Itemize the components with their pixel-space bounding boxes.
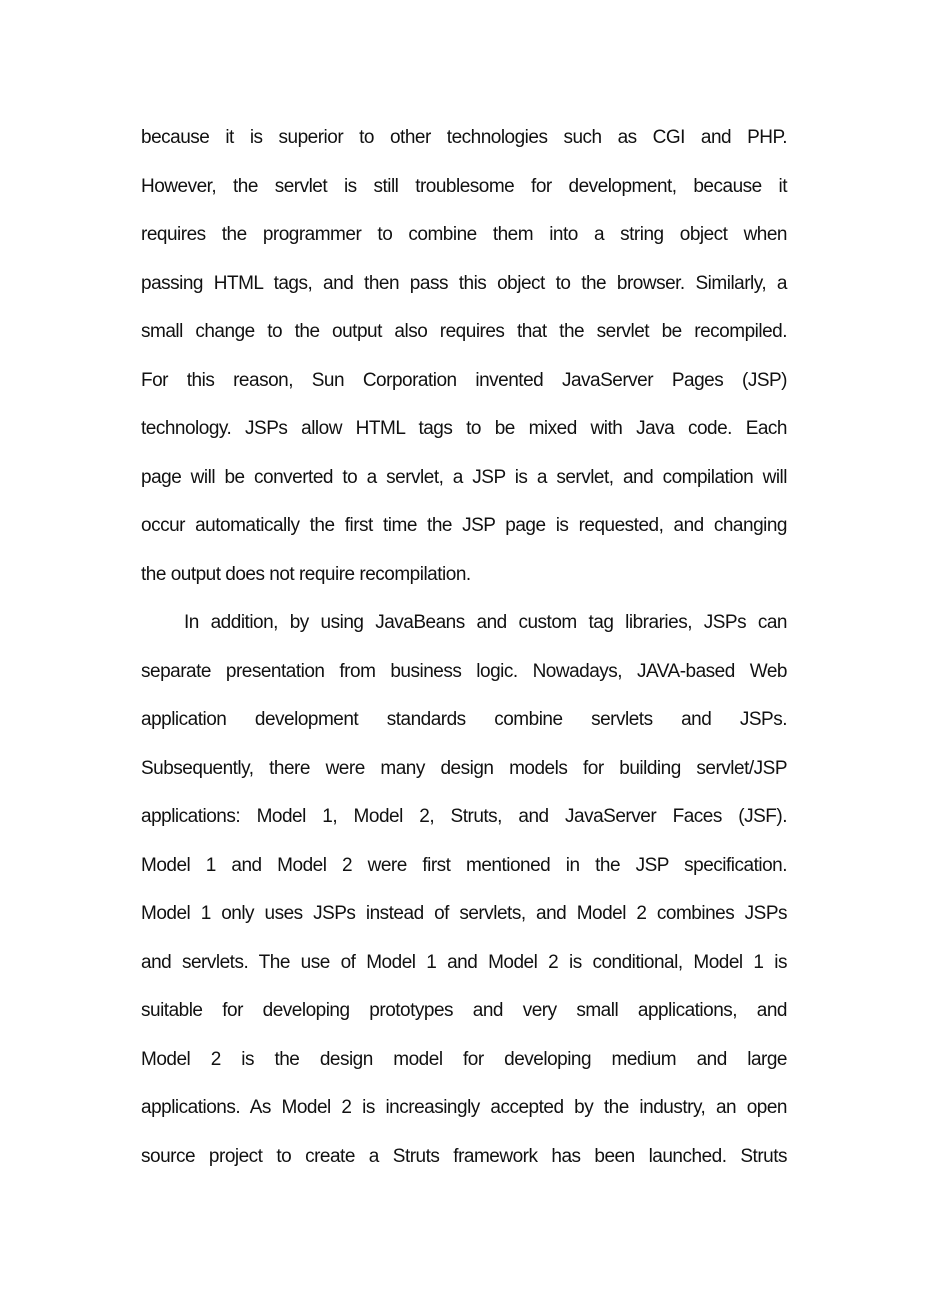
text-line: separate presentation from business logic. Nowadays, JAVA-based Web bbox=[141, 660, 787, 682]
text-line: technology. JSPs allow HTML tags to be mixed with Java code. Each bbox=[141, 418, 787, 439]
text-line: For this reason, Sun Corporation invented JavaServer Pages (JSP) bbox=[141, 369, 787, 391]
text-line: occur automatically the first time the JSP page is requested, and changing bbox=[141, 515, 787, 536]
text-line: applications: Model 1, Model 2, Struts, and JavaServer Faces (JSF). bbox=[141, 806, 787, 827]
text-line: However, the servlet is still troublesome for development, because it bbox=[141, 175, 787, 197]
text-line: small change to the output also requires that the servlet be recompiled. bbox=[141, 321, 787, 342]
paragraph-2 bbox=[141, 599, 787, 1181]
text-line: requires the programmer to combine them into a string object when bbox=[141, 224, 787, 245]
text-line: Model 2 is the design model for developing medium and large bbox=[141, 1048, 787, 1070]
paragraph-1 bbox=[141, 114, 787, 599]
text-line: the output does not require recompilation. bbox=[141, 563, 471, 585]
text-line: Model 1 and Model 2 were first mentioned in the JSP specification. bbox=[141, 854, 787, 876]
text-line: application development standards combine servlets and JSPs. bbox=[141, 709, 787, 730]
text-line: suitable for developing prototypes and very small applications, and bbox=[141, 1000, 787, 1021]
text-line: because it is superior to other technologies such as CGI and PHP. bbox=[141, 127, 787, 148]
text-line: source project to create a Struts framework has been launched. Struts bbox=[141, 1145, 787, 1167]
text-line: and servlets. The use of Model 1 and Model 2 is conditional, Model 1 is bbox=[141, 951, 787, 973]
text-line: Subsequently, there were many design models for building servlet/JSP bbox=[141, 757, 787, 779]
text-line: page will be converted to a servlet, a JSP is a servlet, and compilation will bbox=[141, 466, 787, 488]
text-line: Model 1 only uses JSPs instead of servlets, and Model 2 combines JSPs bbox=[141, 903, 787, 924]
text-line: In addition, by using JavaBeans and custom tag libraries, JSPs can bbox=[184, 612, 787, 633]
body-text bbox=[141, 114, 787, 1181]
text-line: applications. As Model 2 is increasingly accepted by the industry, an open bbox=[141, 1097, 787, 1118]
text-line: passing HTML tags, and then pass this object to the browser. Similarly, a bbox=[141, 272, 787, 294]
